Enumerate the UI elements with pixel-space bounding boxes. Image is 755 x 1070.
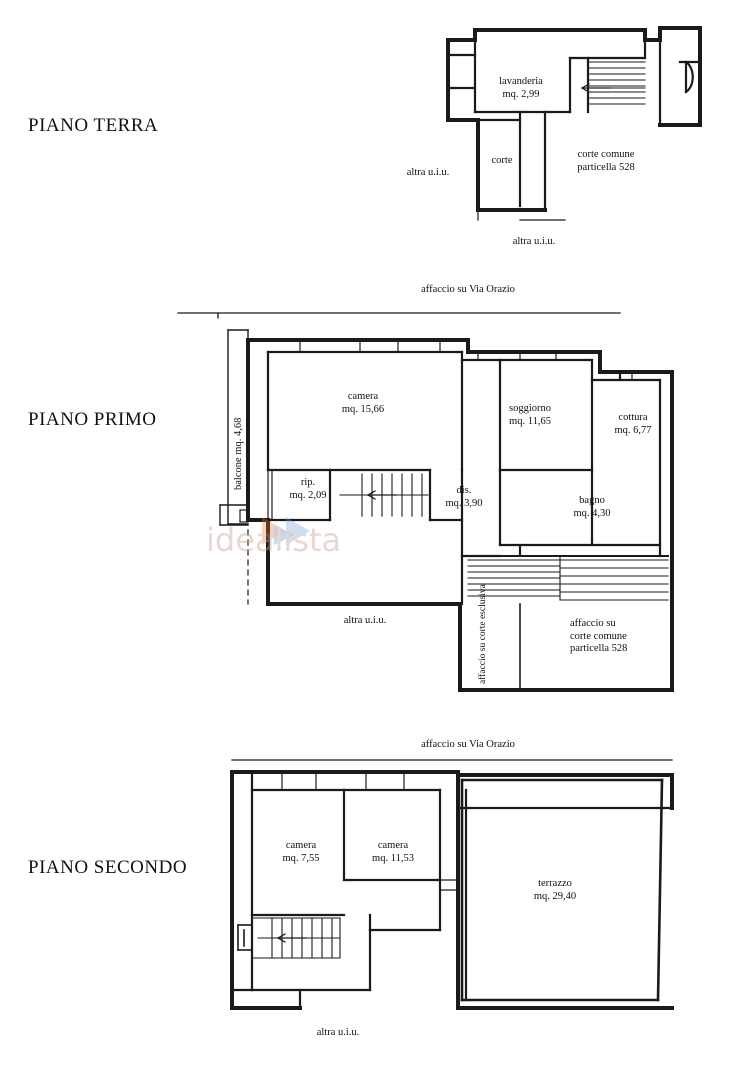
watermark-text: idealista xyxy=(206,521,342,559)
floor-title-piano-terra: PIANO TERRA xyxy=(28,115,159,136)
room-name: camera xyxy=(285,840,317,851)
note-affaccio-via-orazio-primo: affaccio su Via Orazio xyxy=(421,284,515,295)
room-area: mq. 29,40 xyxy=(533,890,577,902)
room-label-terrazzo xyxy=(518,878,592,903)
room-area: mq. 4,30 xyxy=(573,507,611,519)
room-name: bagno xyxy=(579,495,605,506)
note-affaccio-corte-esclusiva: affaccio su corte esclusiva xyxy=(478,584,488,684)
note-affaccio-via-orazio-secondo: affaccio su Via Orazio xyxy=(421,739,515,750)
room-area: mq. 6,77 xyxy=(614,424,652,436)
room-name: dis. xyxy=(456,485,472,496)
room-name: rip. xyxy=(300,477,316,488)
room-name: terrazzo xyxy=(538,878,572,889)
room-name: camera xyxy=(377,840,409,851)
room-area: mq. 15,66 xyxy=(341,403,385,415)
room-label-corte-comune xyxy=(556,149,656,174)
room-label-dis xyxy=(436,485,492,510)
note-line-3: particella 528 xyxy=(570,643,628,654)
watermark-logo-icon xyxy=(198,505,458,565)
room-label-camera-secondo-1 xyxy=(272,840,330,865)
room-label-soggiorno xyxy=(494,403,566,428)
note-altra-uiu-primo: altra u.i.u. xyxy=(343,615,387,626)
room-area: mq. 2,99 xyxy=(502,88,540,100)
room-name: lavanderia xyxy=(499,76,543,87)
room-label-rip xyxy=(281,477,335,502)
note-altra-uiu-secondo: altra u.i.u. xyxy=(316,1027,360,1038)
room-label-lavanderia xyxy=(486,76,556,101)
room-label-bagno xyxy=(561,495,623,520)
room-name: corte comune xyxy=(577,149,635,160)
room-area: mq. 3,90 xyxy=(445,497,483,509)
floor-title-piano-secondo: PIANO SECONDO xyxy=(28,857,188,878)
room-label-corte: corte xyxy=(491,155,513,166)
room-name: camera xyxy=(347,391,379,402)
note-altra-uiu-terra-left: altra u.i.u. xyxy=(406,167,450,178)
room-area: particella 528 xyxy=(577,161,635,173)
watermark xyxy=(198,505,458,565)
room-area: mq. 11,65 xyxy=(509,415,551,427)
room-name: cottura xyxy=(618,412,648,423)
room-area: mq. 11,53 xyxy=(372,852,414,864)
room-label-camera-primo xyxy=(330,391,396,416)
note-line-1: affaccio su xyxy=(570,618,616,629)
room-name: soggiorno xyxy=(509,403,551,414)
note-altra-uiu-terra-bottom: altra u.i.u. xyxy=(512,236,556,247)
floor-title-piano-primo: PIANO PRIMO xyxy=(28,409,157,430)
room-area: mq. 7,55 xyxy=(282,852,320,864)
room-label-cottura xyxy=(604,412,662,437)
label-balcone: balcone mq. 4,68 xyxy=(233,417,244,490)
note-affaccio-corte-comune xyxy=(570,618,662,656)
note-line-2: corte comune xyxy=(570,630,627,642)
room-label-camera-secondo-2 xyxy=(362,840,424,865)
room-area: mq. 2,09 xyxy=(289,489,327,501)
